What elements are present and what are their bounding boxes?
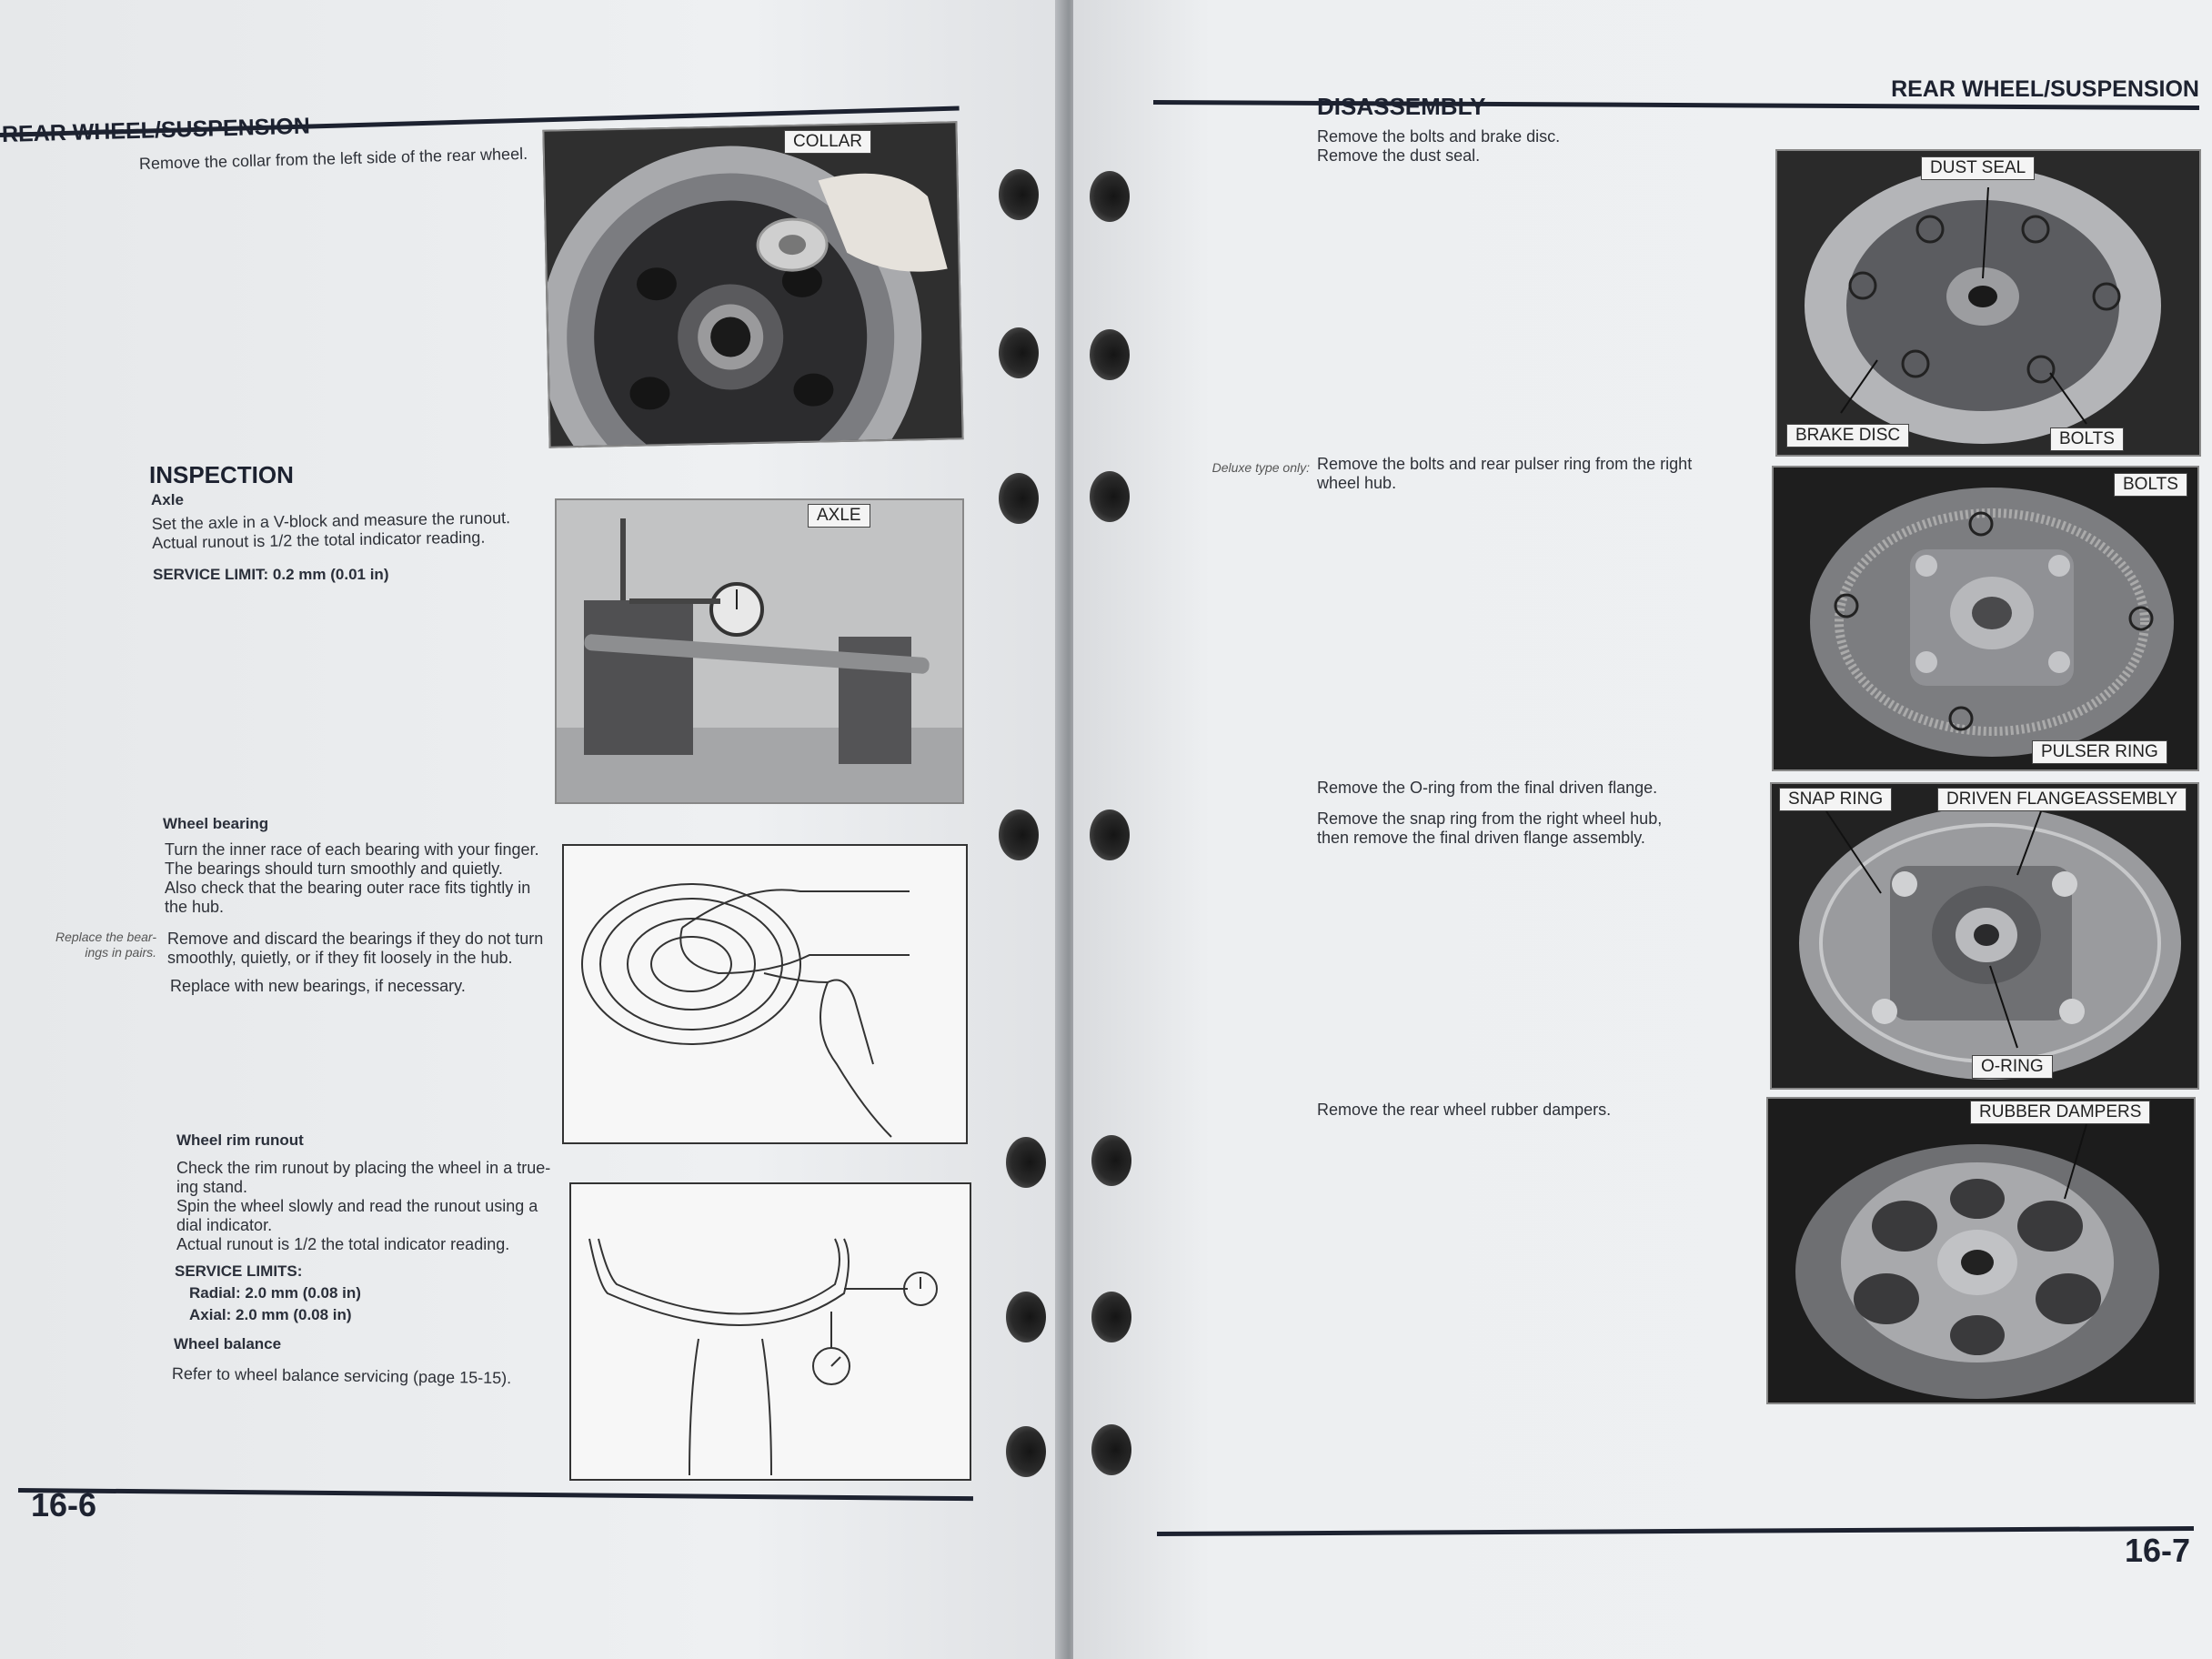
wheel-hub-image — [544, 123, 961, 446]
rim-line-3: Spin the wheel slowly and read the runout using a — [176, 1197, 538, 1215]
snap-ring-label: SNAP RING — [1779, 788, 1892, 811]
axle-vblock-image — [557, 500, 962, 802]
binder-hole — [1091, 1292, 1131, 1342]
rubber-dampers-photo — [1766, 1097, 2196, 1404]
page-number-left: 16-6 — [31, 1486, 97, 1523]
disassembly-title: DISASSEMBLY — [1317, 93, 1486, 120]
bearing-line-3: Also check that the bearing outer race fits tightly in — [165, 879, 531, 897]
o-ring-step: Remove the O-ring from the final driven flange. — [1317, 779, 1658, 797]
bearing-replace-text — [167, 930, 549, 968]
axle-line-1: Set the axle in a V-block and measure the runout. — [151, 508, 511, 534]
wheel-rim-runout-title: Wheel rim runout — [176, 1131, 304, 1149]
bearing-line-4: the hub. — [165, 898, 225, 916]
axle-title: Axle — [151, 491, 184, 508]
binder-hole — [999, 169, 1039, 220]
bearing-side-note — [36, 930, 156, 960]
bolts-label-1: BOLTS — [2050, 427, 2124, 451]
disassembly-line-1: Remove the bolts and brake disc. — [1317, 127, 1561, 146]
axle-line-2: Actual runout is 1/2 the total indicator reading. — [152, 528, 486, 552]
axle-photo — [555, 498, 964, 804]
rim-line-4: dial indicator. — [176, 1216, 273, 1234]
binder-hole — [1006, 1292, 1046, 1342]
rubber-dampers-image — [1768, 1099, 2194, 1403]
binder-hole — [1090, 471, 1130, 522]
rim-line-1: Check the rim runout by placing the wheel in a true- — [176, 1159, 551, 1177]
left-page — [0, 0, 1066, 1659]
bearing-line-2: The bearings should turn smoothly and quietly. — [165, 860, 503, 878]
pulser-line-1: Remove the bolts and rear pulser ring from the right — [1317, 455, 1693, 473]
rim-limits-title: SERVICE LIMITS: — [175, 1262, 303, 1280]
collar-label: COLLAR — [784, 130, 871, 154]
driven-flange-label: DRIVEN FLANGEASSEMBLY — [1937, 788, 2187, 811]
axle-service-limit: SERVICE LIMIT: 0.2 mm (0.01 in) — [153, 566, 389, 583]
bearing-line-6: smoothly, quietly, or if they fit loosely in the hub. — [167, 949, 513, 967]
pulser-line-2: wheel hub. — [1317, 474, 1397, 492]
dust-seal-label: DUST SEAL — [1921, 156, 2035, 180]
inspection-title: INSPECTION — [149, 461, 294, 488]
binder-hole — [1006, 1426, 1046, 1477]
collar-instruction: Remove the collar from the left side of the rear wheel. — [138, 144, 528, 173]
binder-hole — [999, 473, 1039, 524]
footer-rule — [18, 1488, 973, 1501]
brake-disc-label: BRAKE DISC — [1786, 424, 1909, 447]
deluxe-note: Deluxe type only: — [1212, 460, 1310, 475]
disassembly-text — [1317, 127, 1560, 166]
side-note-line-1: Replace the bear- — [55, 930, 156, 944]
binder-hole — [999, 327, 1039, 378]
rim-runout-text — [176, 1159, 557, 1254]
rim-axial-limit: Axial: 2.0 mm (0.08 in) — [189, 1306, 352, 1323]
wheel-balance-text: Refer to wheel balance servicing (page 15-15). — [171, 1364, 512, 1388]
rim-runout-drawing — [569, 1182, 971, 1481]
collar-photo — [542, 121, 963, 447]
binder-hole — [999, 809, 1039, 860]
bearing-line-5: Remove and discard the bearings if they do not turn — [167, 930, 544, 948]
wheel-balance-title: Wheel balance — [174, 1335, 282, 1352]
rubber-dampers-step: Remove the rear wheel rubber dampers. — [1317, 1101, 1612, 1119]
binder-hole — [1090, 171, 1130, 222]
driven-flange-photo — [1770, 782, 2199, 1090]
bearing-line-1: Turn the inner race of each bearing with your finger. — [165, 840, 539, 859]
binder-hole — [1091, 1424, 1131, 1475]
rubber-dampers-label: RUBBER DAMPERS — [1970, 1101, 2150, 1124]
page-number-right: 16-7 — [2124, 1532, 2190, 1569]
brake-disc-image — [1777, 151, 2199, 455]
binder-hole — [1091, 1135, 1131, 1186]
wheel-bearing-text — [165, 840, 547, 917]
binder-hole — [1090, 809, 1130, 860]
truing-stand-illustration — [571, 1184, 970, 1479]
pulser-ring-photo — [1772, 466, 2199, 771]
snap-line-1: Remove the snap ring from the right wheel hub, — [1317, 809, 1663, 828]
snap-ring-text — [1317, 809, 1763, 848]
wheel-bearing-title: Wheel bearing — [163, 815, 269, 832]
pulser-ring-label: PULSER RING — [2032, 740, 2167, 764]
axle-label: AXLE — [808, 504, 870, 528]
brake-disc-photo — [1775, 149, 2201, 457]
page-header: REAR WHEEL/SUSPENSION — [1891, 76, 2199, 102]
bolts-label-2: BOLTS — [2114, 473, 2187, 497]
rim-line-2: ing stand. — [176, 1178, 248, 1196]
finger-bearing-illustration — [564, 846, 966, 1142]
right-page — [1073, 0, 2212, 1659]
bearing-line-7: Replace with new bearings, if necessary. — [170, 977, 466, 995]
side-note-line-2: ings in pairs. — [85, 945, 156, 960]
driven-flange-image — [1772, 784, 2197, 1088]
page-header: REAR WHEEL/SUSPENSION — [1, 113, 311, 147]
pulser-text — [1317, 455, 1763, 493]
o-ring-label: O-RING — [1972, 1055, 2053, 1079]
binder-hole — [1090, 329, 1130, 380]
bearing-drawing — [562, 844, 968, 1144]
snap-line-2: then remove the final driven flange assembly. — [1317, 829, 1645, 847]
footer-rule — [1157, 1526, 2194, 1536]
axle-text — [152, 508, 511, 553]
rim-radial-limit: Radial: 2.0 mm (0.08 in) — [189, 1284, 361, 1302]
rim-line-5: Actual runout is 1/2 the total indicator reading. — [176, 1235, 510, 1253]
pulser-ring-image — [1774, 468, 2197, 769]
disassembly-line-2: Remove the dust seal. — [1317, 146, 1481, 165]
binder-hole — [1006, 1137, 1046, 1188]
